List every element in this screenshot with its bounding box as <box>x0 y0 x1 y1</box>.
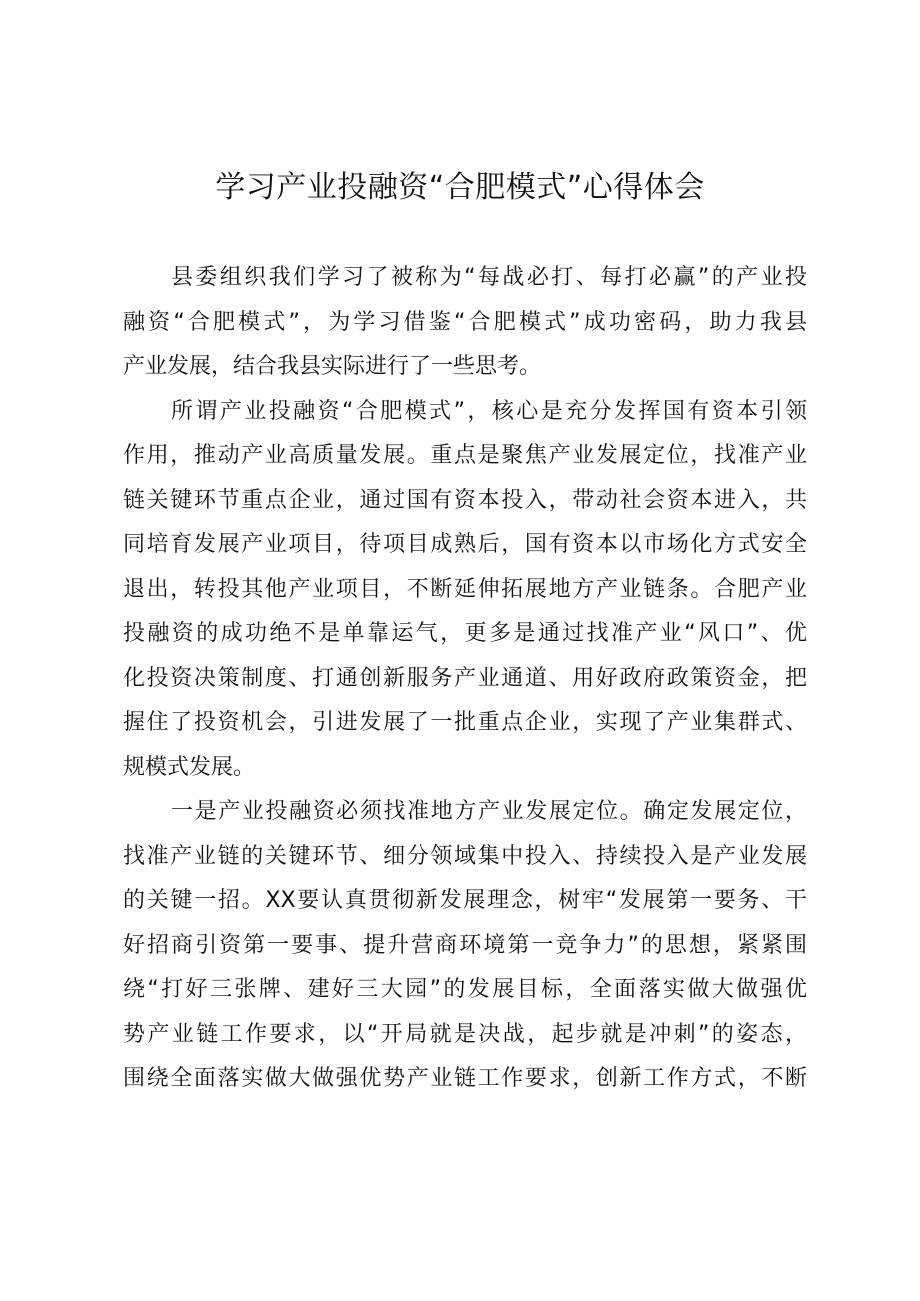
document-title: 学习产业投融资“合肥模式”心得体会 <box>215 170 705 205</box>
text-line: 握住了投资机会，引进发展了一批重点企业，实现了产业集群式、 <box>123 710 807 735</box>
text-line: 投融资的成功绝不是单靠运气，更多是通过找准产业“风口”、优 <box>123 621 807 646</box>
text-line: 绕“打好三张牌、建好三大园”的发展目标，全面落实做大做强优 <box>123 977 807 1002</box>
text-line: 找准产业链的关键环节、细分领域集中投入、持续投入是产业发展 <box>123 843 807 869</box>
text-line: 作用，推动产业高质量发展。重点是聚焦产业发展定位，找准产业 <box>123 443 807 468</box>
text-line: 同培育发展产业项目，待项目成熟后，国有资本以市场化方式安全 <box>123 532 807 557</box>
text-line: 的关键一招。XX要认真贯彻新发展理念，树牢“发展第一要务、干 <box>123 888 807 913</box>
document-body <box>123 256 807 1102</box>
text-line: 链关键环节重点企业，通过国有资本投入，带动社会资本进入，共 <box>123 487 807 513</box>
paragraph-3 <box>123 790 807 1102</box>
text-line: 所谓产业投融资“合肥模式”，核心是充分发挥国有资本引领 <box>171 398 807 424</box>
text-line: 好招商引资第一要事、提升营商环境第一竞争力”的思想，紧紧围 <box>123 932 807 958</box>
text-line: 产业发展，结合我县实际进行了一些思考。 <box>123 354 542 379</box>
text-line: 退出，转投其他产业项目，不断延伸拓展地方产业链条。合肥产业 <box>123 576 807 602</box>
text-line: 县委组织我们学习了被称为“每战必打、每打必赢”的产业投 <box>171 265 807 290</box>
text-line: 势产业链工作要求，以“开局就是决战，起步就是冲刺”的姿态， <box>123 1021 807 1047</box>
text-line: 规模式发展。 <box>123 754 256 780</box>
text-line: 一是产业投融资必须找准地方产业发展定位。确定发展定位， <box>171 799 807 824</box>
text-line: 融资“合肥模式”，为学习借鉴“合肥模式”成功密码，助力我县 <box>123 309 807 335</box>
paragraph-1 <box>123 256 807 390</box>
text-line: 围绕全面落实做大做强优势产业链工作要求，创新工作方式，不断 <box>123 1066 807 1091</box>
paragraph-2 <box>123 390 807 791</box>
text-line: 化投资决策制度、打通创新服务产业通道、用好政府政策资金，把 <box>123 665 807 691</box>
